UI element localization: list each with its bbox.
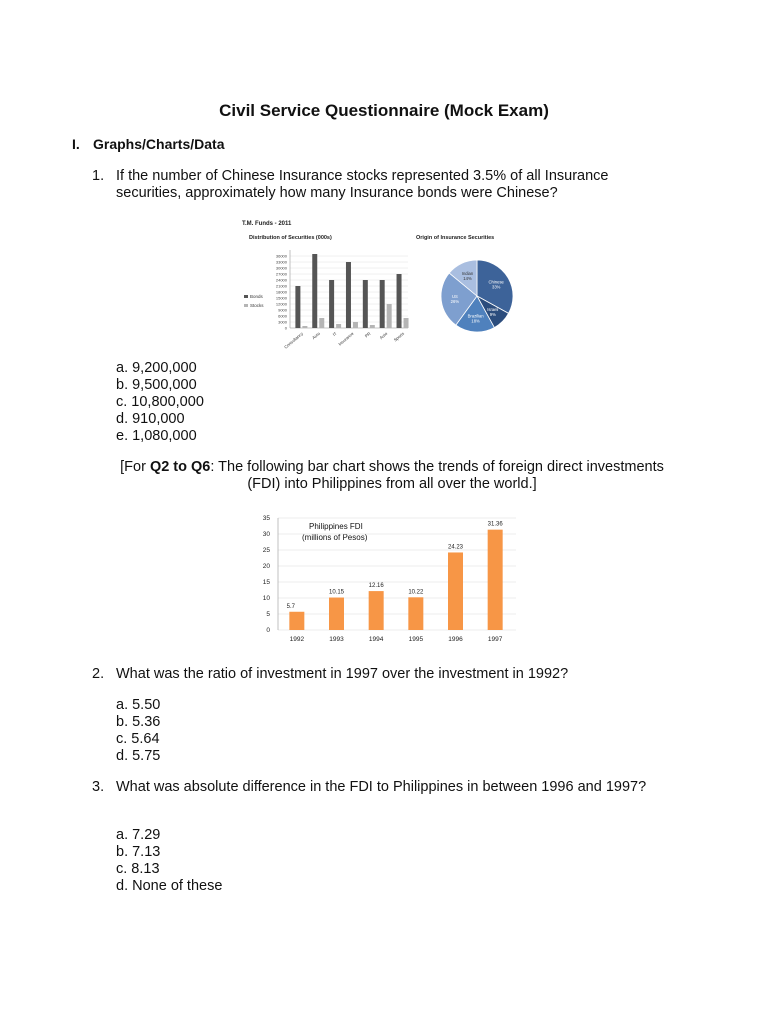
bar-bonds [397,274,402,328]
option[interactable]: b. 7.13 [116,844,161,860]
securities-chart [240,212,530,360]
category-label: 1997 [487,636,503,643]
pie-pct: 9% [489,311,496,317]
bar-stocks [302,326,307,328]
bar-bonds [380,280,385,328]
category-label: 1995 [408,636,424,643]
question-text: If the number of Chinese Insurance stocks represented 3.5% of all Insurance securities, approximately how many Insurance bonds were Chinese? [116,168,609,201]
category-label: Sports [392,330,406,343]
bar-stocks [370,325,375,328]
fdi-subtitle: (millions of Pesos) [302,533,368,542]
bar-bonds [346,262,351,328]
question-text: What was absolute difference in the FDI to Philippines in between 1996 and 1997? [116,779,647,795]
note-line1: : The following bar chart shows the trends of foreign direct investments [210,459,664,475]
q3-options [116,827,222,895]
option[interactable]: c. 10,800,000 [116,394,204,410]
category-label: 1996 [448,636,463,643]
pie-label: US [451,293,458,299]
value-label: 24.23 [447,544,464,551]
q2-options [116,697,160,765]
option[interactable]: d. None of these [116,878,223,894]
tick-label: 6000 [278,313,287,319]
tick-label: 15000 [275,295,287,301]
section-number: I. [72,136,80,152]
page-title: Civil Service Questionnaire (Mock Exam) [219,101,549,120]
option[interactable]: c. 5.64 [116,731,160,747]
pie-label: Chinese [488,279,504,285]
option[interactable]: e. 1,080,000 [116,428,197,444]
note-prefix: [For [120,459,150,475]
securities-ticks [276,254,288,331]
tick-label: 20 [262,563,270,570]
fund-title: T.M. Funds - 2011 [242,221,292,227]
tick-label: 33000 [275,259,287,265]
note-line2: (FDI) into Philippines from all over the world.] [247,476,537,492]
origin-pie [441,260,513,332]
tick-label: 25 [262,547,270,554]
fdi-chart [258,510,520,646]
fdi-title: Philippines FDI [309,522,363,531]
option[interactable]: c. 8.13 [116,861,160,877]
tick-label: 21000 [275,283,287,289]
pie-pct: 14% [463,275,472,281]
question-number: 3. [92,779,105,795]
tick-label: 0 [284,325,287,331]
bar-bonds [295,286,300,328]
question-1 [92,168,672,202]
instructions-note [92,459,692,493]
legend-label-stocks: Stocks [250,303,264,308]
option[interactable]: d. 5.75 [116,748,161,764]
category-label: 1994 [368,636,384,643]
tick-label: 12000 [275,301,287,307]
tick-label: 35 [262,515,270,522]
tick-label: 30 [262,531,270,538]
pie-pct: 33% [492,284,501,290]
pie-pct: 18% [471,318,480,324]
category-label: 1993 [329,636,344,643]
value-label: 31.36 [487,521,503,528]
pie-label: Brazilian [467,313,484,319]
legend-swatch-bonds [244,295,248,298]
securities-title: Distribution of Securities (000s) [249,235,332,241]
option[interactable]: b. 9,500,000 [116,377,197,393]
fdi-bar [369,591,384,630]
q1-options [116,360,204,445]
bar-bonds [312,254,317,328]
bar-stocks [404,318,409,328]
bar-stocks [353,322,358,328]
option[interactable]: a. 5.50 [116,697,161,713]
tick-label: 0 [266,627,270,634]
question-number: 1. [92,168,105,184]
tick-label: 27000 [275,271,287,277]
tick-label: 36000 [275,253,287,259]
value-label: 12.16 [368,583,384,590]
question-number: 2. [92,666,105,682]
bar-bonds [329,280,334,328]
option[interactable]: b. 5.36 [116,714,161,730]
pie-title: Origin of Insurance Securities [416,235,495,241]
section-label: Graphs/Charts/Data [93,136,225,152]
pie-label: Israeli [487,306,499,312]
pie-pct: 26% [450,298,460,304]
section-heading [72,136,224,153]
bar-stocks [319,318,324,328]
tick-label: 3000 [278,319,287,325]
fdi-bar [289,612,304,630]
fdi-bar [408,597,423,630]
pie-label: Indian [461,270,474,276]
tick-label: 18000 [275,289,287,295]
tick-label: 10 [262,595,270,602]
bar-stocks [336,324,341,328]
bar-bonds [363,280,368,328]
question-3 [92,779,672,796]
option[interactable]: a. 9,200,000 [116,360,197,376]
tick-label: 24000 [275,277,287,283]
fdi-bar [329,598,344,630]
tick-label: 9000 [278,307,287,313]
value-label: 10.15 [328,589,345,596]
question-2 [92,666,672,683]
legend-swatch-stocks [244,304,248,307]
tick-label: 15 [262,579,270,586]
category-label: Auto [378,330,389,341]
legend-label-bonds: Bonds [250,294,263,299]
bar-stocks [387,304,392,328]
tick-label: 5 [266,611,270,618]
option[interactable]: a. 7.29 [116,827,161,843]
category-label: Auto [311,330,321,341]
category-label: 1992 [289,636,305,643]
category-label: IT [331,330,338,338]
tick-label: 30000 [275,265,287,271]
note-bold: Q2 to Q6 [149,459,211,475]
value-label: 10.22 [408,589,424,596]
fdi-bar [448,552,463,630]
question-text: What was the ratio of investment in 1997 over the investment in 1992? [116,666,569,682]
fdi-bar [488,530,503,630]
category-label: Insurance [337,330,355,347]
option[interactable]: d. 910,000 [116,411,185,427]
value-label: 5.7 [286,603,296,610]
category-label: Consultancy [283,330,305,350]
category-label: PR [363,330,372,339]
